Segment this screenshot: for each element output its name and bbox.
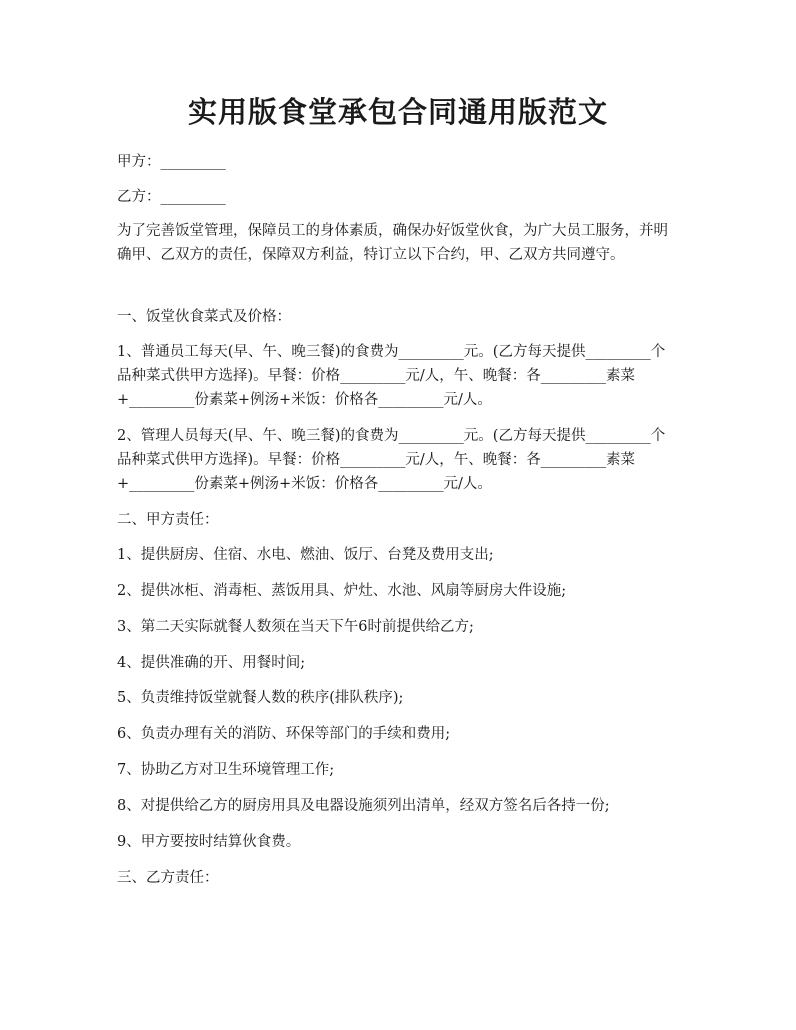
clause-2-8: 8、对提供给乙方的厨房用具及电器设施须列出清单，经双方签名后各持一份; — [117, 798, 610, 814]
clause-2-3: 3、第二天实际就餐人数须在当天下午6时前提供给乙方; — [117, 619, 474, 635]
preamble-paragraph: 为了完善饭堂管理，保障员工的身体素质，确保办好饭堂伙食，为广大员工服务，并明确甲、乙双方的责任，保障双方利益，特订立以下合约，甲、乙双方共同遵守。 — [117, 223, 668, 263]
clause-2-2: 2、提供冰柜、消毒柜、蒸饭用具、炉灶、水池、风扇等厨房大件设施; — [117, 583, 567, 599]
party-a-line: 甲方：_________ — [117, 154, 226, 170]
clause-1-1: 1、普通员工每天(早、午、晚三餐)的食费为_________元。(乙方每天提供_________个品种菜式供甲方选择)。早餐：价格_________元/人，午、晚餐：各_________素菜+_________份素菜+例汤+米饭：价格各_________元/人。 — [117, 344, 666, 408]
section-heading-3: 三、乙方责任： — [117, 870, 219, 886]
clause-2-1: 1、提供厨房、住宿、水电、燃油、饭厅、台凳及费用支出; — [117, 547, 494, 563]
clause-1-2: 2、管理人员每天(早、午、晚三餐)的食费为_________元。(乙方每天提供_________个品种菜式供甲方选择)。早餐：价格_________元/人，午、晚餐：各_________素菜+_________份素菜+例汤+米饭：价格各_________元/人。 — [117, 428, 666, 492]
clause-2-4: 4、提供准确的开、用餐时间; — [117, 655, 306, 671]
party-b-line: 乙方：_________ — [117, 189, 226, 205]
clause-2-9: 9、甲方要按时结算伙食费。 — [117, 834, 301, 850]
section-heading-2: 二、甲方责任： — [117, 512, 219, 528]
clause-2-6: 6、负责办理有关的消防、环保等部门的手续和费用; — [117, 726, 451, 742]
clause-2-7: 7、协助乙方对卫生环境管理工作; — [117, 762, 335, 778]
document-title: 实用版食堂承包合同通用版范文 — [187, 95, 608, 129]
section-heading-1: 一、饭堂伙食菜式及价格： — [117, 309, 291, 325]
clause-2-5: 5、负责维持饭堂就餐人数的秩序(排队秩序); — [117, 690, 404, 706]
